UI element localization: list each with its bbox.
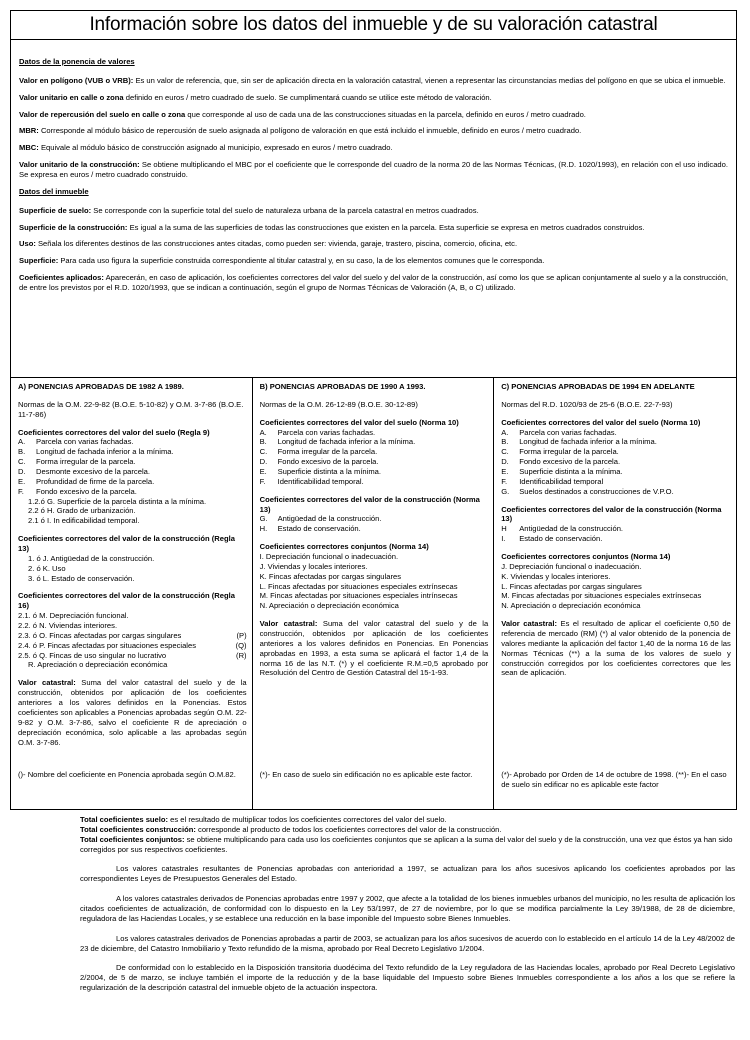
total-term: Total coeficientes construcción: [80, 824, 196, 834]
item-key: A. [259, 427, 267, 437]
coefficient-group [18, 428, 247, 527]
definition-term: Superficie de la construcción: [19, 222, 128, 232]
item-text: 2.5. ó Q. Fincas de uso singular no lucrativo [18, 650, 167, 660]
item-text: Superficie distinta a la mínima. [519, 467, 623, 477]
group-title: Coeficientes correctores conjuntos (Norma 14) [259, 542, 429, 552]
group-title: Coeficientes correctores del valor de la construcción (Regla 13) [18, 534, 235, 554]
closing-paragraph: Los valores catastrales derivados de Ponencias aprobadas a partir de 2003, se actualizan para los años sucesivos de acuerdo con lo establecido en el artículo 14 de la Ley 48/2002 de 23 de diciembre, del Catastro Inmobiliario y Texto refundido de la misma, aprobado por Real Decreto Legislativo 1/2004. [80, 933, 735, 953]
coefficient-item [18, 467, 247, 477]
total-line [80, 825, 735, 835]
item-key: D. [18, 467, 26, 477]
valor-catastral-note [501, 619, 731, 678]
item-text: Forma irregular de la parcela. [519, 447, 619, 457]
coefficient-item [18, 631, 247, 641]
item-text: 2. ó K. Uso [28, 563, 66, 573]
coefficient-item [260, 562, 489, 572]
item-text: K. Fincas afectadas por cargas singulares [259, 571, 401, 581]
coefficient-item [501, 601, 731, 611]
definition-term: Valor unitario en calle o zona [19, 92, 124, 102]
item-key: F. [18, 486, 24, 496]
column-c [494, 378, 736, 810]
definition-term: MBC: [19, 143, 39, 153]
definition-paragraph [19, 110, 728, 120]
item-key: F. [501, 476, 508, 486]
closing-paragraph: Los valores catastrales resultantes de Ponencias aprobadas con anterioridad a 1997, se actualizan para los años sucesivos aplicando los coeficientes aprobados por las correspondientes Leyes de Presupuestos Generales del Estado. [80, 864, 735, 884]
item-text: L. Fincas afectadas por situaciones especiales extrínsecas [259, 581, 458, 591]
item-text: Identificabilidad temporal [519, 476, 604, 486]
item-text: Fondo excesivo de la parcela. [36, 486, 137, 496]
coefficient-group [18, 534, 247, 583]
item-key: A. [18, 437, 26, 447]
coefficient-item [260, 582, 489, 592]
item-key: H [501, 524, 507, 534]
item-text: J. Viviendas y locales interiores. [259, 561, 368, 571]
item-text: 2.4. ó P. Fincas afectadas por situaciones especiales [18, 640, 196, 650]
inmueble-paragraphs [19, 206, 728, 293]
item-key: I. [501, 534, 506, 544]
item-text: Parcela con varias fachadas. [519, 427, 617, 437]
column-footnote: (*)- Aprobado por Orden de 14 de octubre de 1998. (**)- En el caso de suelo sin edificar no es aplicable este factor [501, 770, 727, 789]
coefficient-item [501, 534, 731, 544]
item-text: Antigüedad de la construcción. [519, 524, 624, 534]
item-text: Profundidad de firme de la parcela. [36, 476, 155, 486]
column-footnote: (*)- En caso de suelo sin edificación no es aplicable este factor. [259, 770, 473, 779]
coefficient-item [501, 477, 731, 487]
item-text: L. Fincas afectadas por cargas singulares [501, 581, 642, 591]
item-text: Estado de conservación. [519, 534, 603, 544]
item-text: 2.1 ó I. In edificabilidad temporal. [28, 516, 140, 526]
definition-term: Superficie de suelo: [19, 205, 92, 215]
coefficient-group [260, 418, 489, 487]
item-text: J. Depreciación funcional o inadecuación. [501, 561, 642, 571]
coefficient-item [18, 447, 247, 457]
column-title: C) PONENCIAS APROBADAS DE 1994 EN ADELANTE [501, 382, 695, 391]
definition-term: Coeficientes aplicados: [19, 273, 104, 283]
group-title: Coeficientes correctores conjuntos (Norma 14) [501, 552, 671, 562]
item-text: M. Fincas afectadas por situaciones especiales intrínsecas [259, 591, 458, 601]
coefficient-item [18, 437, 247, 447]
item-key: E. [259, 467, 267, 477]
coefficient-group [501, 552, 731, 611]
coefficient-item [260, 477, 489, 487]
item-text: M. Fincas afectadas por situaciones especiales extrínsecas [501, 591, 702, 601]
group-title: Coeficientes correctores del valor de la construcción (Regla 16) [18, 591, 235, 611]
definition-term: Uso: [19, 239, 36, 249]
valor-text: Es el resultado de aplicar el coeficiente 0,50 de referencia de mercado (RM) (*) al valor obtenido de la ponencia de valores mediante la aplicación del factor 1,40 de la norma 16 de las Normas Técnicas (**) a la suma de los valores de suelo y construcción corregidos por los coeficientes correctores que les sean de aplicación. [501, 619, 731, 678]
coefficient-item [501, 572, 731, 582]
definition-paragraph [19, 76, 728, 86]
definition-paragraph [19, 256, 728, 266]
definition-term: Valor de repercusión del suelo en calle o zona [19, 109, 186, 119]
total-term: Total coeficientes conjuntos: [80, 834, 185, 844]
total-line [80, 835, 735, 855]
coefficient-item [260, 467, 489, 477]
total-text: es el resultado de multiplicar todos los coeficientes correctores del valor del suelo. [168, 815, 447, 824]
total-text: corresponde al producto de todos los coeficientes correctores del valor de la construcción. [195, 824, 502, 834]
item-text: 3. ó L. Estado de conservación. [28, 573, 135, 583]
item-text: 2.1. ó M. Depreciación funcional. [18, 611, 129, 621]
item-key: H. [259, 524, 268, 534]
coefficient-item [260, 524, 489, 534]
closing-paragraph: De conformidad con lo establecido en la Disposición transitoria duodécima del Texto refundido de la Ley reguladora de las Haciendas locales, aprobado por Real Decreto Legislativo 2/2004, de 5 de marzo, se incluye también el importe de la reducción y de la base liquidable del Impuesto sobre Bienes Inmuebles correspondiente a los años a los que se refiere la regularización de la descripción catastral del inmueble objeto de la actuación inspectora. [80, 963, 735, 993]
definition-paragraph [19, 160, 728, 180]
page-title: Información sobre los datos del inmueble y de su valoración catastral [11, 11, 736, 40]
coefficient-item [18, 477, 247, 487]
group-title: Coeficientes correctores del valor del suelo (Norma 10) [501, 417, 701, 427]
coefficient-item [260, 457, 489, 467]
item-text: Parcela con varias fachadas. [277, 427, 376, 437]
definition-paragraph [19, 143, 728, 153]
coefficient-item [501, 487, 731, 497]
coefficient-item [501, 591, 731, 601]
column-norm: Normas del R.D. 1020/93 de 25-6 (B.O.E. 22-7-93) [501, 399, 673, 409]
item-key: G. [501, 486, 510, 496]
total-text: se obtiene multiplicando para cada uso los coeficientes conjuntos que se aplican a la suma del valor del suelo y de la construcción, una vez que éstos ya han sido corregidos por sus respectivos coeficientes. [80, 834, 733, 854]
item-text: Longitud de fachada inferior a la mínima. [519, 437, 657, 447]
coefficient-item [18, 611, 247, 621]
coefficient-item [501, 437, 731, 447]
item-text: Desmonte excesivo de la parcela. [36, 467, 150, 477]
coefficient-group [501, 418, 731, 497]
ponencia-paragraphs [19, 76, 728, 180]
column-b [253, 378, 495, 810]
definition-paragraph [19, 93, 728, 103]
totals-list [80, 815, 735, 854]
column-norm: Normas de la O.M. 22-9-82 (B.O.E. 5-10-82) y O.M. 3-7-86 (B.O.E. 11-7-86) [18, 399, 244, 419]
item-key: B. [501, 437, 509, 447]
item-text: Estado de conservación. [277, 524, 361, 534]
definition-text: Se obtiene multiplicando el MBC por el coeficiente que le corresponde del cuadro de la norma 20 de las Normas Técnicas, (R.D. 1020/1993), en relación con el uso indicado. Se expresa en euros / metro cuadrado construido. [19, 160, 728, 180]
coefficient-item [260, 572, 489, 582]
total-line [80, 815, 735, 825]
definitions-section [11, 40, 736, 394]
coefficient-item [501, 447, 731, 457]
coefficient-group [18, 591, 247, 670]
definition-paragraph [19, 223, 728, 233]
coefficient-item [260, 428, 489, 438]
coefficient-item [18, 554, 247, 564]
item-text: 1. ó J. Antigüedad de la construcción. [28, 553, 155, 563]
group-title: Coeficientes correctores del valor del suelo (Norma 10) [259, 417, 459, 427]
item-key: C. [501, 447, 509, 457]
item-text: I. Depreciación funcional o inadecuación. [259, 552, 399, 562]
closing-paragraphs [80, 864, 735, 993]
coefficient-item [260, 447, 489, 457]
coefficient-item [18, 457, 247, 467]
item-ref: (R) [236, 650, 247, 660]
definition-paragraph [19, 126, 728, 136]
item-text: Antigüedad de la construcción. [277, 514, 382, 524]
definition-text: Es igual a la suma de las superficies de todas las construcciones que existen en la parcela. Esta superficie se expresa en metros cuadrados construidos. [127, 222, 645, 232]
ponencia-heading: Datos de la ponencia de valores [19, 57, 135, 66]
item-text: Identificabilidad temporal. [277, 476, 364, 486]
column-footnote: ()- Nombre del coeficiente en Ponencia aprobada según O.M.82. [18, 770, 236, 779]
closing-paragraph: A los valores catastrales derivados de Ponencias aprobadas entre 1997 y 2002, que afecte a la totalidad de los bienes inmuebles urbanos del municipio, no les resulta de aplicación los citados coeficientes de actualización, de conformidad con lo dispuesto en la Ley 53/1997, de 27 de noviembre, por lo que se modifica parcialmente la Ley 39/1988, de 28 de diciembre, reguladora de las Haciendas Locales, y se establece una reducción en la base imponible del Impuesto sobre Bienes Inmuebles. [80, 894, 735, 923]
item-text: Longitud de fachada inferior a la mínima. [277, 437, 416, 447]
item-text: Superficie distinta a la mínima. [277, 467, 381, 477]
definition-paragraph [19, 239, 728, 249]
item-text: Forma irregular de la parcela. [36, 457, 136, 467]
item-key: E. [501, 467, 509, 477]
item-text: 2.2 ó H. Grado de urbanización. [28, 506, 136, 516]
inmueble-heading: Datos del inmueble [19, 186, 89, 196]
coefficient-item [18, 564, 247, 574]
coefficient-item [18, 621, 247, 631]
column-a [11, 378, 253, 810]
item-ref: (P) [236, 630, 247, 640]
item-text: Suelos destinados a construcciones de V.P.O. [519, 486, 674, 496]
coefficient-item [18, 506, 247, 516]
definition-text: Equivale al módulo básico de construcción asignado al municipio, expresado en euros / metro cuadrado. [38, 143, 393, 153]
valor-term: Valor catastral: [18, 678, 76, 688]
item-key: D. [259, 457, 268, 467]
item-text: 1.2.ó G. Superficie de la parcela distinta a la mínima. [28, 496, 207, 506]
definition-term: Valor en polígono (VUB o VRB): [19, 75, 134, 85]
item-text: 2.2. ó N. Viviendas interiores. [18, 621, 118, 631]
coefficient-item [260, 552, 489, 562]
coefficient-item [18, 497, 247, 507]
group-title: Coeficientes correctores del valor de la construcción (Norma 13) [259, 494, 480, 514]
valor-catastral-note [18, 678, 247, 747]
coefficient-item [18, 516, 247, 526]
item-key: E. [18, 476, 26, 486]
column-title: B) PONENCIAS APROBADAS DE 1990 A 1993. [259, 382, 426, 391]
valor-term: Valor catastral: [501, 619, 558, 629]
coefficient-item [260, 591, 489, 601]
item-text: Fondo excesivo de la parcela. [519, 457, 621, 467]
column-norm: Normas de la O.M. 26-12-89 (B.O.E. 30-12-89) [259, 399, 418, 409]
info-frame [10, 10, 737, 810]
group-title: Coeficientes correctores del valor del suelo (Regla 9) [18, 427, 210, 437]
total-term: Total coeficientes suelo: [80, 815, 169, 824]
valor-text: Suma del valor catastral del suelo y de la construcción, obtenidos por aplicación de los coeficientes anteriores a los valores definidos en Ponencias. En Ponencias aprobadas en 1993, a esta suma se aplicará el factor 1,4 de la norma 16 de las N.T. (*) y el coeficiente R.M.=0,5 aprobado por Resolución del Centro de Gestión Catastral del 15-1-93. [259, 619, 489, 678]
item-key: C. [18, 457, 26, 467]
definition-text: Corresponde al módulo básico de repercusión de suelo asignada al polígono de valoración en que está incluido el inmueble, definido en euros / metro cuadrado. [38, 126, 582, 136]
item-text: K. Viviendas y locales interiores. [501, 571, 611, 581]
item-text: Fondo excesivo de la parcela. [277, 457, 379, 467]
valor-text: Suma del valor catastral del suelo y de la construcción, obtenidos por aplicación de los coeficientes anteriores a los valores definidos en la Ponencias. Estos coeficientes son aplicables a Ponencias aprobadas según O.M. 22-9-82 y O.M. 3-7-86, salvo el coeficiente R de apreciación o depreciación económica, solo aplicable a las aprobadas según O.M. 3-7-86. [18, 678, 247, 747]
item-key: B. [18, 447, 26, 457]
definition-text: definido en euros / metro cuadrado de suelo. Se cumplimentará cuando se utilice este método de valoración. [123, 92, 492, 102]
item-text: 2.3. ó O. Fincas afectadas por cargas singulares [18, 630, 182, 640]
coefficient-group [501, 505, 731, 544]
definition-term: MBR: [19, 126, 39, 136]
coefficient-item [260, 514, 489, 524]
definition-text: que corresponde al uso de cada una de las construcciones situadas en la parcela, definido en euros / metro cuadrado. [185, 109, 586, 119]
coefficient-item [18, 574, 247, 584]
item-key: F. [259, 476, 266, 486]
coefficient-item [501, 457, 731, 467]
group-title: Coeficientes correctores del valor de la construcción (Norma 13) [501, 504, 722, 524]
coefficient-item [501, 428, 731, 438]
coefficient-group [260, 542, 489, 611]
coefficient-item [501, 524, 731, 534]
coefficient-item [18, 487, 247, 497]
valor-catastral-note [260, 619, 489, 678]
item-ref: (Q) [235, 640, 247, 650]
item-key: B. [259, 437, 267, 447]
definition-term: Valor unitario de la construcción: [19, 160, 140, 170]
coefficient-item [18, 660, 247, 670]
definition-text: Señala los diferentes destinos de las construcciones antes citadas, como pueden ser: vivienda, garaje, trastero, piscina, comercio, oficina, etc. [35, 239, 518, 249]
coefficient-item [501, 467, 731, 477]
item-key: C. [259, 447, 268, 457]
definition-text: Aparecerán, en caso de aplicación, los coeficientes correctores del valor del suelo y del valor de la construcción, así como los que se aplican conjuntamente al suelo y a la construcción, de entre los previstos por el R.D. 1020/1993, que se indican a continuación, según el grupo de Normas Técnicas de Valoración (A, B, o C) utilizado. [19, 273, 728, 293]
totals-and-notes [80, 815, 735, 993]
coefficient-item [501, 582, 731, 592]
coefficient-item [260, 437, 489, 447]
ponencias-columns [11, 377, 736, 810]
definition-text: Se corresponde con la superficie total del suelo de naturaleza urbana de la parcela catastral en metros cuadrados. [91, 205, 479, 215]
column-title: A) PONENCIAS APROBADAS DE 1982 A 1989. [18, 382, 184, 391]
definition-paragraph [19, 206, 728, 216]
item-text: Longitud de fachada inferior a la mínima. [36, 447, 174, 457]
item-text: N. Apreciación o depreciación económica [259, 601, 399, 611]
definition-text: Para cada uso figura la superficie construida correspondiente al titular catastral y, en su caso, la de los elementos comunes que le corresponda. [58, 256, 545, 266]
item-text: Forma irregular de la parcela. [277, 447, 378, 457]
item-text: N. Apreciación o depreciación económica [501, 601, 641, 611]
coefficient-item [18, 651, 247, 661]
item-key: A. [501, 427, 509, 437]
item-key: D. [501, 457, 509, 467]
definition-paragraph [19, 273, 728, 293]
coefficient-item [260, 601, 489, 611]
item-text: R. Apreciación o depreciación económica [28, 660, 168, 670]
coefficient-group [260, 495, 489, 534]
valor-term: Valor catastral: [259, 619, 318, 629]
definition-term: Superficie: [19, 256, 59, 266]
coefficient-item [18, 641, 247, 651]
item-text: Parcela con varias fachadas. [36, 437, 134, 447]
definition-text: Es un valor de referencia, que, sin ser de aplicación directa en la valoración catastral, vienen a representar las circunstancias medias del polígono en que se ubica el inmueble. [133, 75, 726, 85]
coefficient-item [501, 562, 731, 572]
item-key: G. [259, 514, 268, 524]
